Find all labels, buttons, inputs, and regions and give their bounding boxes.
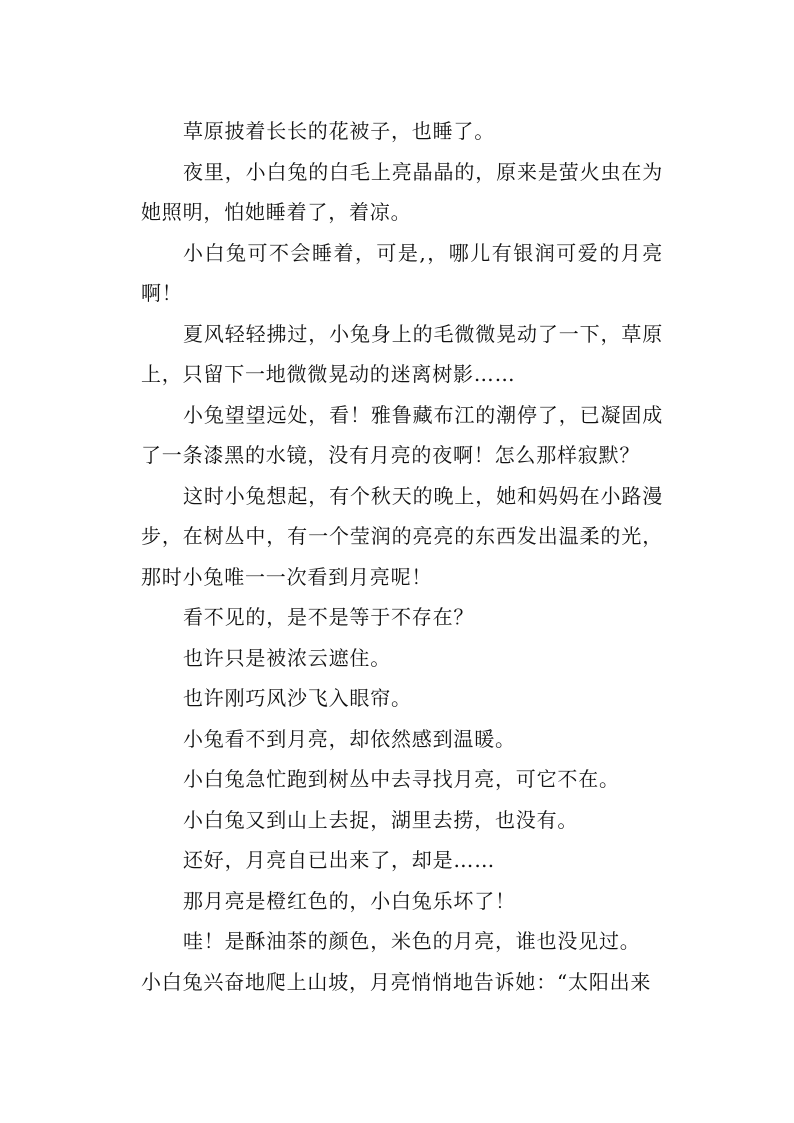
paragraph-16: 小白兔兴奋地爬上山坡，月亮悄悄地告诉她：“太阳出来 <box>141 969 652 994</box>
paragraph-10: 小兔看不到月亮，却依然感到温暖。 <box>183 726 516 751</box>
story-text <box>141 111 663 1002</box>
paragraph-15: 哇！是酥油茶的颜色，米色的月亮，谁也没见过。 <box>183 929 641 953</box>
paragraph-2: 夜里，小白兔的白毛上亮晶晶的，原来是萤火虫在为她照明，怕她睡着了，着凉。 <box>141 159 663 224</box>
paragraph-8: 也许只是被浓云遮住。 <box>183 645 391 670</box>
paragraph-13: 还好，月亮自已出来了，却是…… <box>183 848 495 872</box>
paragraph-3: 小白兔可不会睡着，可是,，哪儿有银润可爱的月亮啊！ <box>141 240 663 305</box>
paragraph-14: 那月亮是橙红色的，小白兔乐坏了！ <box>183 888 516 913</box>
paragraph-6: 这时小兔想起，有个秋天的晚上，她和妈妈在小路漫步，在树丛中，有一个莹润的亮亮的东西发出温柔的光，那时小兔唯一一次看到月亮呢！ <box>141 483 663 589</box>
paragraph-1: 草原披着长长的花被子，也睡了。 <box>183 119 495 143</box>
paragraph-7: 看不见的，是不是等于不存在？ <box>183 605 475 629</box>
paragraph-5: 小兔望望远处，看！雅鲁藏布江的潮停了，已凝固成了一条漆黑的水镜，没有月亮的夜啊！怎么那样寂默？ <box>141 402 663 467</box>
paragraph-12: 小白兔又到山上去捉，湖里去捞，也没有。 <box>183 807 579 832</box>
paragraph-4: 夏风轻轻拂过，小兔身上的毛微微晃动了一下，草原上，只留下一地微微晃动的迷离树影…… <box>141 321 663 386</box>
paragraph-9: 也许刚巧风沙飞入眼帘。 <box>183 686 412 710</box>
paragraph-11: 小白兔急忙跑到树丛中去寻找月亮，可它不在。 <box>183 767 620 791</box>
